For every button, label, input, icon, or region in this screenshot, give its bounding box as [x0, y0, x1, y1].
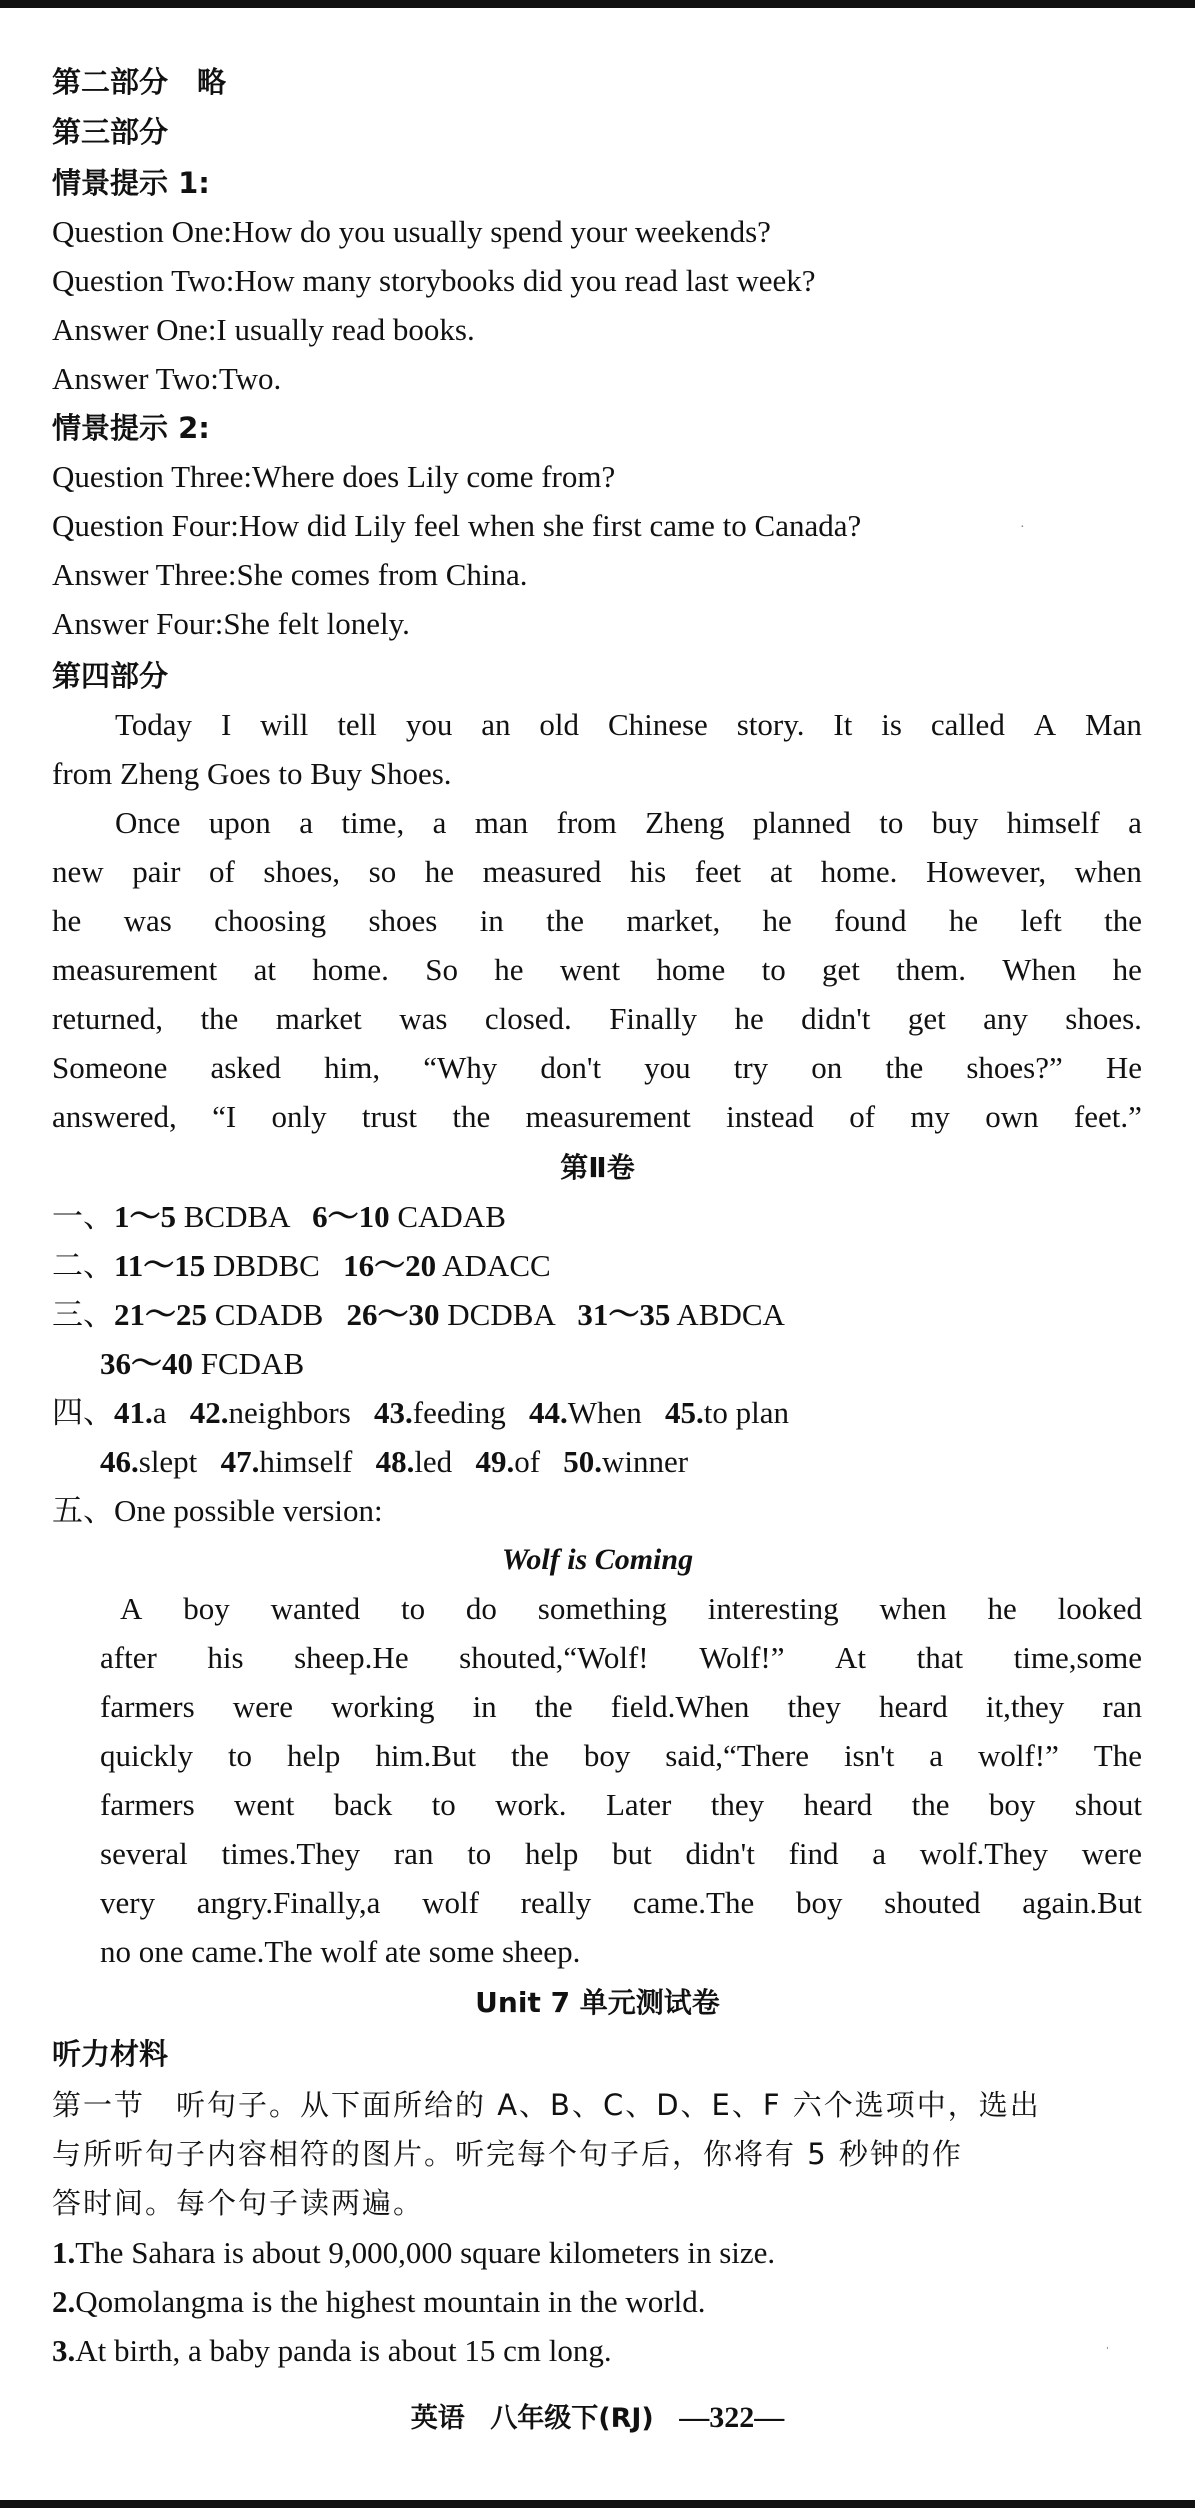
answer-three: Answer Three:She comes from China.: [52, 557, 528, 592]
word: boy: [795, 1885, 843, 1920]
scan-speck: ˌ: [1105, 2335, 1110, 2350]
essay-line: [100, 1883, 1142, 1923]
word: to: [879, 805, 904, 840]
word: Someone: [52, 1050, 168, 1085]
word: was: [123, 903, 172, 938]
word: answered,: [52, 1099, 177, 1134]
word: At: [835, 1640, 867, 1675]
word: tell: [337, 707, 377, 742]
word: the: [885, 1050, 924, 1085]
word: don't: [540, 1050, 602, 1085]
word: times.They: [221, 1836, 361, 1871]
word: measurement: [52, 952, 218, 987]
word: shout: [1074, 1787, 1142, 1822]
word: He: [1105, 1050, 1142, 1085]
word: after: [100, 1640, 157, 1675]
word: farmers: [100, 1787, 195, 1822]
story-line: [52, 999, 1142, 1039]
word: ran: [393, 1836, 434, 1871]
answer-row-3b: 36～40 FCDAB: [100, 1346, 305, 1381]
page-number: —322—: [679, 2401, 785, 2434]
word: “Why: [423, 1050, 498, 1085]
word: home: [656, 952, 726, 987]
question-two: Question Two:How many storybooks did you read last week?: [52, 263, 816, 298]
word: boy: [183, 1591, 230, 1626]
story-line: [52, 950, 1142, 990]
word: working: [331, 1689, 435, 1724]
word: closed.: [484, 1001, 572, 1036]
word: himself: [1006, 805, 1100, 840]
word: buy: [931, 805, 979, 840]
word: didn't: [685, 1836, 755, 1871]
answer-row-1: 一、1～5 BCDBA 6～10 CADAB: [52, 1199, 506, 1234]
word: at: [253, 952, 276, 987]
word: sheep.He: [294, 1640, 409, 1675]
story-line: [52, 901, 1142, 941]
word: wolf: [422, 1885, 479, 1920]
word: the: [200, 1001, 239, 1036]
word: Later: [605, 1787, 672, 1822]
word: when: [879, 1591, 947, 1626]
word: only: [271, 1099, 327, 1134]
word: A: [120, 1591, 143, 1626]
story-line: [52, 852, 1142, 892]
word: will: [260, 707, 309, 742]
word: ran: [1102, 1689, 1142, 1724]
section1-instruction: 与所听句子内容相符的图片。听完每个句子后，你将有 5 秒钟的作: [52, 2137, 963, 2171]
word: returned,: [52, 1001, 164, 1036]
word: isn't: [843, 1738, 895, 1773]
word: shouted,“Wolf!: [459, 1640, 649, 1675]
essay-line: [100, 1687, 1142, 1727]
word: The: [1093, 1738, 1142, 1773]
word: an: [481, 707, 511, 742]
word: of: [209, 854, 235, 889]
question-one: Question One:How do you usually spend your weekends?: [52, 214, 771, 249]
word: angry.Finally,a: [196, 1885, 381, 1920]
word: on: [811, 1050, 843, 1085]
word: Wolf!”: [699, 1640, 785, 1675]
word: shoes: [368, 903, 438, 938]
answer-row-4: 四、41.a 42.neighbors 43.feeding 44.When 45.to plan: [52, 1395, 790, 1430]
answer-row-3: 三、21～25 CDADB 26～30 DCDBA 31～35 ABDCA: [52, 1297, 785, 1332]
answer-one: Answer One:I usually read books.: [52, 312, 475, 347]
word: wanted: [270, 1591, 361, 1626]
word: he: [762, 903, 792, 938]
word: any: [983, 1001, 1028, 1036]
word: the: [534, 1689, 573, 1724]
answer-row-5: 五、One possible version:: [52, 1493, 383, 1528]
word: he: [494, 952, 524, 987]
word: looked: [1057, 1591, 1142, 1626]
essay-line: no one came.The wolf ate some sheep.: [100, 1934, 581, 1969]
word: when: [1074, 854, 1142, 889]
word: own: [985, 1099, 1039, 1134]
essay-line: [100, 1785, 1142, 1825]
word: to: [400, 1591, 426, 1626]
question-three: Question Three:Where does Lily come from?: [52, 459, 616, 494]
word: wolf!”: [977, 1738, 1059, 1773]
story-line: [52, 1097, 1142, 1137]
word: found: [834, 903, 907, 938]
word: of: [849, 1099, 876, 1134]
word: help: [287, 1738, 341, 1773]
word: the: [546, 903, 585, 938]
word: the: [1104, 903, 1142, 938]
word: in: [472, 1689, 497, 1724]
word: help: [525, 1836, 579, 1871]
word: heard: [878, 1689, 948, 1724]
word: really: [520, 1885, 592, 1920]
word: find: [788, 1836, 839, 1871]
section1-instruction: 答时间。每个句子读两遍。: [52, 2186, 425, 2220]
word: Chinese: [607, 707, 708, 742]
word: is: [881, 707, 902, 742]
word: very: [100, 1885, 156, 1920]
word: boy: [988, 1787, 1036, 1822]
word: the: [452, 1099, 491, 1134]
word: boy: [583, 1738, 631, 1773]
word: my: [910, 1099, 950, 1134]
part3-heading: 第三部分: [52, 115, 169, 149]
word: came.The: [632, 1885, 755, 1920]
word: trust: [361, 1099, 418, 1134]
footer-subject: 英语: [410, 2403, 465, 2434]
word: shoes?”: [966, 1050, 1063, 1085]
word: farmers: [100, 1689, 195, 1724]
word: but: [612, 1836, 652, 1871]
word: get: [907, 1001, 946, 1036]
word: Once: [115, 805, 181, 840]
word: he: [734, 1001, 764, 1036]
story-line: from Zheng Goes to Buy Shoes.: [52, 756, 452, 791]
word: shouted: [884, 1885, 981, 1920]
word: man: [474, 805, 529, 840]
scan-speck: ·: [1020, 520, 1025, 535]
word: to: [227, 1738, 253, 1773]
word: feet.”: [1073, 1099, 1142, 1134]
essay-line: [120, 1589, 1142, 1629]
word: quickly: [100, 1738, 193, 1773]
sentence-3: 3.At birth, a baby panda is about 15 cm long.: [52, 2333, 612, 2368]
word: went: [234, 1787, 295, 1822]
word: him,: [324, 1050, 381, 1085]
word: didn't: [801, 1001, 871, 1036]
word: the: [511, 1738, 549, 1773]
scene2-heading: 情景提示 2:: [52, 411, 210, 445]
word: to: [431, 1787, 456, 1822]
word: asked: [210, 1050, 282, 1085]
listening-heading: 听力材料: [52, 2037, 169, 2071]
bottom-border: [0, 2500, 1195, 2508]
word: measurement: [525, 1099, 691, 1134]
word: in: [479, 903, 504, 938]
part2-heading: 第二部分 略: [52, 65, 227, 99]
word: measured: [482, 854, 602, 889]
word: However,: [925, 854, 1047, 889]
word: old: [539, 707, 580, 742]
word: get: [822, 952, 860, 987]
word: he: [1112, 952, 1142, 987]
word: a: [432, 805, 447, 840]
word: market: [275, 1001, 362, 1036]
word: to: [761, 952, 786, 987]
word: they: [787, 1689, 841, 1724]
word: planned: [752, 805, 851, 840]
word: that: [916, 1640, 964, 1675]
word: time,: [341, 805, 405, 840]
section1-instruction: 第一节 听句子。从下面所给的 A、B、C、D、E、F 六个选项中，选出: [52, 2088, 1041, 2122]
word: I: [220, 707, 232, 742]
word: When: [1002, 952, 1077, 987]
volume-two-title: 第Ⅱ卷: [560, 1151, 635, 1184]
word: went: [559, 952, 621, 987]
word: heard: [803, 1787, 873, 1822]
word: a: [1128, 805, 1142, 840]
top-border: [0, 0, 1195, 8]
page-footer: [0, 2398, 1195, 2439]
word: It: [833, 707, 853, 742]
word: choosing: [214, 903, 327, 938]
word: feet: [694, 854, 742, 889]
word: market,: [626, 903, 721, 938]
word: so: [368, 854, 397, 889]
word: from: [556, 805, 617, 840]
word: his: [207, 1640, 244, 1675]
word: he: [52, 903, 82, 938]
word: upon: [208, 805, 271, 840]
unit7-title: Unit 7 单元测试卷: [475, 1986, 720, 2019]
word: a: [929, 1738, 944, 1773]
question-four: Question Four:How did Lily feel when she first came to Canada?: [52, 508, 862, 543]
word: several: [100, 1836, 188, 1871]
word: Today: [115, 707, 193, 742]
story-line: [115, 803, 1142, 843]
word: it,they: [985, 1689, 1065, 1724]
word: again.But: [1022, 1885, 1142, 1920]
word: field.When: [610, 1689, 750, 1724]
scene1-heading: 情景提示 1:: [52, 166, 210, 200]
word: were: [1081, 1836, 1142, 1871]
word: he: [424, 854, 455, 889]
word: you: [405, 707, 453, 742]
word: called: [930, 707, 1005, 742]
word: shoes,: [263, 854, 341, 889]
sentence-1: 1.The Sahara is about 9,000,000 square kilometers in size.: [52, 2235, 776, 2270]
word: wolf.They: [919, 1836, 1049, 1871]
essay-line: [100, 1834, 1142, 1874]
footer-grade: 八年级下(RJ): [490, 2403, 654, 2434]
word: you: [644, 1050, 691, 1085]
word: work.: [495, 1787, 567, 1822]
word: Zheng: [645, 805, 725, 840]
story-line: [115, 705, 1142, 745]
answer-two: Answer Two:Two.: [52, 361, 282, 396]
word: So: [425, 952, 458, 987]
word: story.: [736, 707, 805, 742]
word: they: [710, 1787, 765, 1822]
word: A: [1033, 707, 1057, 742]
word: new: [52, 854, 104, 889]
word: home.: [820, 854, 898, 889]
word: his: [630, 854, 667, 889]
word: Finally: [609, 1001, 698, 1036]
word: at: [769, 854, 793, 889]
word: he: [948, 903, 979, 938]
word: said,“There: [665, 1738, 809, 1773]
word: shoes.: [1065, 1001, 1142, 1036]
answer-four: Answer Four:She felt lonely.: [52, 606, 410, 641]
word: try: [733, 1050, 769, 1085]
word: left: [1020, 903, 1062, 938]
word: instead: [726, 1099, 814, 1134]
word: were: [232, 1689, 294, 1724]
word: time,some: [1013, 1640, 1142, 1675]
word: him.But: [375, 1738, 477, 1773]
word: a: [299, 805, 313, 840]
word: pair: [132, 854, 181, 889]
word: do: [465, 1591, 497, 1626]
story-line: [52, 1048, 1142, 1088]
word: a: [872, 1836, 886, 1871]
word: to: [467, 1836, 492, 1871]
word: “I: [212, 1099, 237, 1134]
answer-row-2: 二、11～15 DBDBC 16～20 ADACC: [52, 1248, 551, 1283]
word: them.: [896, 952, 966, 987]
word: was: [399, 1001, 448, 1036]
word: the: [911, 1787, 950, 1822]
essay-line: [100, 1736, 1142, 1776]
word: interesting: [707, 1591, 839, 1626]
word: he: [987, 1591, 1017, 1626]
part4-heading: 第四部分: [52, 659, 169, 693]
word: Man: [1085, 707, 1142, 742]
sentence-2: 2.Qomolangma is the highest mountain in the world.: [52, 2284, 706, 2319]
essay-line: [100, 1638, 1142, 1678]
word: back: [333, 1787, 393, 1822]
word: home.: [312, 952, 389, 987]
essay-title: Wolf is Coming: [501, 1543, 694, 1576]
word: something: [537, 1591, 667, 1626]
answer-row-4b: 46.slept 47.himself 48.led 49.of 50.winner: [100, 1444, 689, 1479]
